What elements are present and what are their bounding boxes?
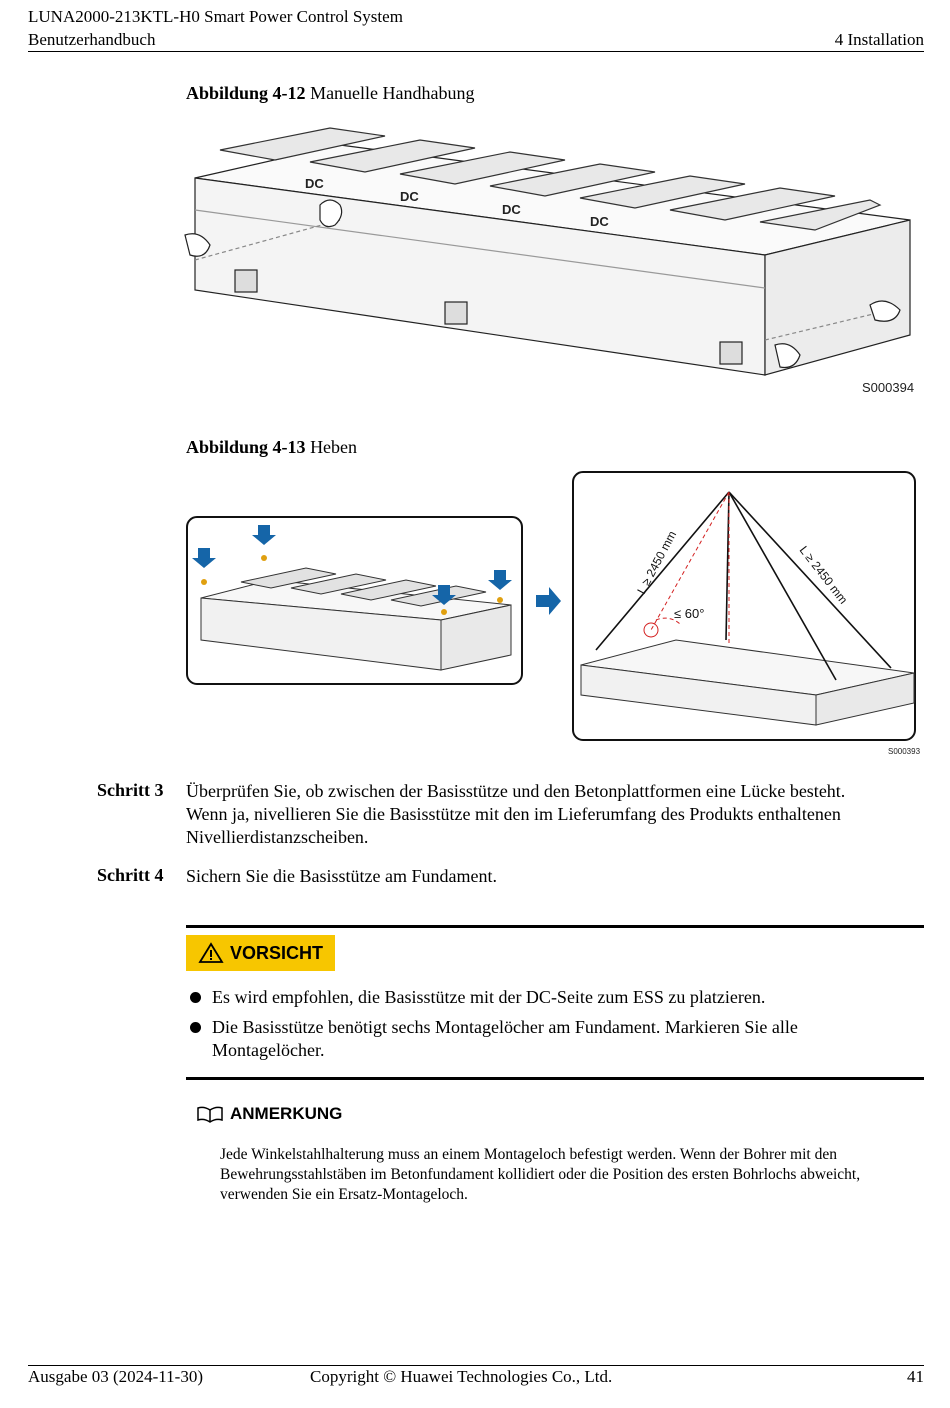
step-3-line: Nivellierdistanzscheiben.	[186, 827, 369, 847]
caution-badge	[186, 935, 335, 971]
note-line: Jede Winkelstahlhalterung muss an einem Montageloch befestigt werden. Wenn der Bohrer mit den	[220, 1146, 837, 1163]
figure-13-lifting-drawing	[186, 470, 922, 760]
caution-item-text: Es wird empfohlen, die Basisstütze mit der DC-Seite zum ESS zu platzieren.	[212, 987, 766, 1007]
figure-13-caption	[186, 437, 357, 458]
bullet-dot-icon	[190, 992, 201, 1003]
note-line: Bewehrungsstahlstäben im Betonfundament kollidiert oder die Position des ersten Bohrlochs abweicht,	[220, 1166, 861, 1183]
step-4-label: Schritt 4	[97, 865, 164, 885]
figure-13-label: Abbildung 4-13	[186, 437, 306, 457]
figure-12-caption	[186, 83, 475, 104]
note-line: verwenden Sie ein Ersatz-Montageloch.	[220, 1186, 468, 1203]
dc-label: DC	[400, 189, 419, 204]
caution-item-text	[212, 1016, 922, 1062]
footer-rule	[28, 1365, 924, 1366]
caution-label: VORSICHT	[230, 942, 324, 963]
step-3-label: Schritt 3	[97, 780, 164, 800]
header-product: LUNA2000-213KTL-H0 Smart Power Control System	[28, 7, 403, 26]
header-doc-type: Benutzerhandbuch	[28, 30, 156, 49]
footer-page-number: 41	[907, 1367, 924, 1386]
dc-label: DC	[590, 214, 609, 229]
figure-13-title: Heben	[310, 437, 358, 457]
caution-top-rule	[186, 925, 924, 928]
book-icon	[196, 1105, 224, 1123]
figure-12-label: Abbildung 4-12	[186, 83, 306, 103]
dc-label: DC	[305, 176, 324, 191]
step-3-line: Wenn ja, nivellieren Sie die Basisstütze mit den im Lieferumfang des Produkts enthaltenen	[186, 804, 841, 824]
figure-12-code: S000394	[862, 380, 915, 395]
angle-label: ≤ 60°	[674, 606, 705, 621]
warning-triangle-icon	[198, 942, 224, 964]
footer-edition: Ausgabe 03 (2024-11-30)	[28, 1367, 203, 1386]
step-4-text: Sichern Sie die Basisstütze am Fundament.	[186, 866, 497, 886]
step-3-text	[186, 780, 926, 849]
caution-item-line: Die Basisstütze benötigt sechs Montagelöcher am Fundament. Markieren Sie alle	[212, 1017, 798, 1037]
figure-12-manual-handling-drawing	[180, 110, 925, 410]
header-chapter: 4 Installation	[834, 30, 924, 49]
note-label: ANMERKUNG	[230, 1104, 343, 1123]
caution-bottom-rule	[186, 1077, 924, 1080]
bullet-dot-icon	[190, 1022, 201, 1033]
caution-item-line: Montagelöcher.	[212, 1040, 325, 1060]
header-rule	[28, 51, 924, 52]
sling-length-left: L ≥ 2450 mm	[634, 528, 680, 597]
note-text	[220, 1145, 924, 1205]
sling-length-right: L ≥ 2450 mm	[796, 543, 851, 607]
footer-copyright: Copyright © Huawei Technologies Co., Ltd.	[310, 1367, 613, 1386]
figure-13-code: S000393	[888, 747, 921, 756]
note-header	[196, 1104, 342, 1124]
figure-12-title: Manuelle Handhabung	[310, 83, 475, 103]
step-3-line: Überprüfen Sie, ob zwischen der Basisstütze und den Betonplattformen eine Lücke besteht.	[186, 781, 846, 801]
dc-label: DC	[502, 202, 521, 217]
